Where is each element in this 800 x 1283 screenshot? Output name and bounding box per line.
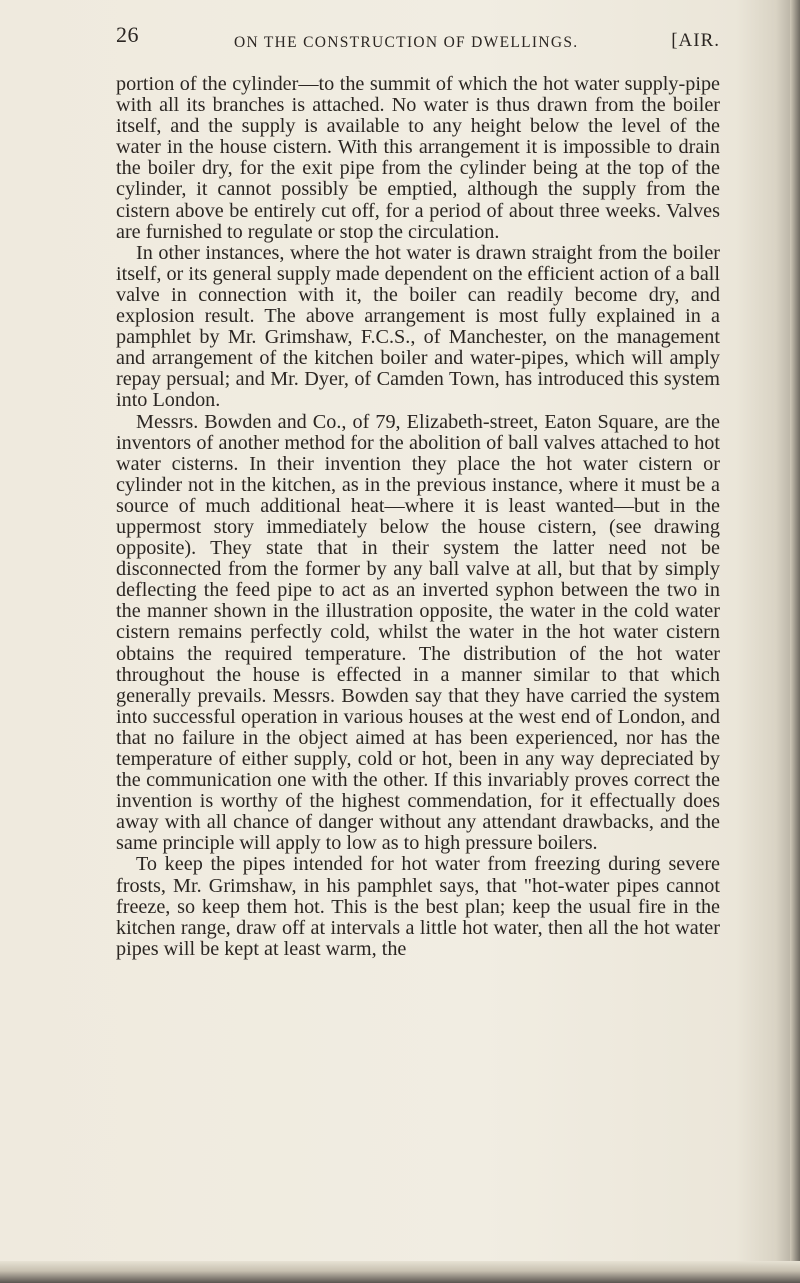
section-tag: [AIR. xyxy=(671,30,720,51)
body-text xyxy=(116,74,720,960)
page-header xyxy=(116,22,720,58)
page-edge-bottom xyxy=(0,1261,800,1283)
paragraph-other-instances: In other instances, where the hot water is drawn straight from the boiler itself, or its general supply made dependent on the efficient action of a ball valve in connection with it, the boiler can readily become dry, and explosion result. The above arrangement is most fully explained in a pamphlet by Mr. Grimshaw, F.C.S., of Manchester, on the management and arrangement of the kitchen boiler and water-pipes, which will amply repay persual; and Mr. Dyer, of Camden Town, has introduced this system into London. xyxy=(116,241,720,412)
paragraph-bowden-method: Messrs. Bowden and Co., of 79, Elizabeth-street, Eaton Square, are the inventors of another method for the abolition of ball valves attached to hot water cisterns. In their invention they place the hot water cistern or cylinder not in the kitchen, as in the previous instance, where it must be a source of much additional heat—where it is least wanted—but in the uppermost story immediately below the house cistern, (see drawing opposite). They state that in their system the latter need not be disconnected from the former by any ball valve at all, but that by simply deflecting the feed pipe to act as an inverted syphon between the two in the manner shown in the illustration opposite, the water in the cold water cistern remains perfectly cold, whilst the water in the hot water cistern obtains the required temperature. The distribution of the hot water throughout the house is effected in a manner similar to that which generally prevails. Messrs. Bowden say that they have carried the system into successful operation in various houses at the west end of London, and that no failure in the object aimed at has been experienced, nor has the temperature of either supply, cold or hot, been in any way depreciated by the communication one with the other. If this invariably proves correct the invention is worthy of the highest commendation, for it effectually does away with all chance of danger without any attendant drawbacks, and the same principle will apply to low as to high pressure boilers. xyxy=(116,410,720,855)
paragraph-freezing-pipes: To keep the pipes intended for hot water from freezing during severe frosts, Mr. Grimshaw, in his pamphlet says, that "hot-water pipes cannot freeze, so keep them hot. This is the best plan; keep the usual fire in the kitchen range, draw off at intervals a little hot water, then all the hot water pipes will be kept at least warm, the xyxy=(116,853,720,960)
paragraph-cylinder-summit: portion of the cylinder—to the summit of which the hot water supply-pipe with all its branches is attached. No water is thus drawn from the boiler itself, and the supply is available to any height below the level of the water in the house cistern. With this arrangement it is impossible to drain the boiler dry, for the exit pipe from the cylinder being at the top of the cylinder, it cannot possibly be emptied, although the supply from the cistern above be entirely cut off, for a period of about three weeks. Valves are furnished to regulate or stop the circulation. xyxy=(116,73,720,243)
page-number: 26 xyxy=(116,22,139,47)
running-title: ON THE CONSTRUCTION OF DWELLINGS. xyxy=(234,34,579,51)
page-edge-right xyxy=(790,0,800,1283)
